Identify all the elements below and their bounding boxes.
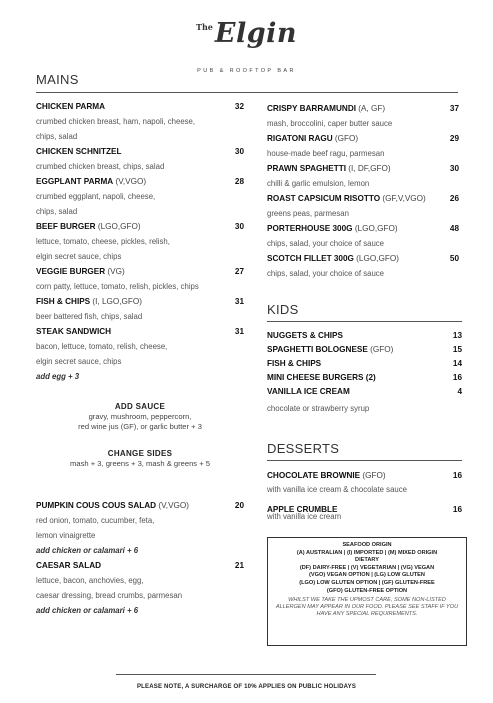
item-name: ROAST CAPSICUM RISOTTO (GF,V,VGO): [267, 194, 426, 203]
allergen-note: WHILST WE TAKE THE UPMOST CARE, SOME NON-LISTED ALLERGEN MAY APPEAR IN OUR FOOD. PLEASE SEE STAFF IF YOU HAVE ANY SPECIAL REQUIREMENTS.: [275, 597, 459, 617]
item-price: 30: [234, 147, 244, 156]
item-extra: add chicken or calamari + 6: [36, 546, 139, 555]
logo: [0, 18, 493, 74]
item-desc: crumbed chicken breast, ham, napoli, cheese,: [36, 117, 196, 126]
item-name: PORTERHOUSE 300G (LGO,GFO): [267, 224, 398, 233]
item-desc: lemon vinaigrette: [36, 531, 96, 540]
item-price: 50: [449, 254, 459, 263]
menu-item: [36, 558, 244, 618]
item-name: CAESAR SALAD: [36, 561, 102, 570]
info-line: (VGO) VEGAN OPTION | (LG) LOW GLUTEN: [309, 572, 425, 579]
menu-item: [267, 191, 459, 221]
item-price: 32: [234, 102, 244, 111]
item-name: FISH & CHIPS (I, LGO,GFO): [36, 297, 142, 306]
kids-title: KIDS: [267, 302, 299, 317]
item-price: 14: [452, 359, 462, 368]
item-name: RIGATONI RAGU (GFO): [267, 134, 359, 143]
mains-left-column: [36, 99, 244, 384]
logo-the: The: [196, 22, 213, 32]
mains-title: MAINS: [36, 72, 79, 87]
item-desc: elgin secret sauce, chips: [36, 252, 122, 261]
info-line: (LGO) LOW GLUTEN OPTION | (GF) GLUTEN-FREE: [299, 579, 435, 586]
item-desc: elgin secret sauce, chips: [36, 357, 122, 366]
item-desc: red onion, tomato, cucumber, feta,: [36, 516, 155, 525]
item-price: 28: [234, 177, 244, 186]
info-line: (GFO) GLUTEN-FREE OPTION: [326, 587, 408, 594]
add-sauce-line: gravy, mushroom, peppercorn,: [88, 412, 192, 421]
item-name: VEGGIE BURGER (VG): [36, 267, 125, 276]
item-extra: add egg + 3: [36, 372, 80, 381]
menu-item: [36, 294, 244, 324]
kids-rule: [267, 321, 462, 322]
kids-item: [267, 385, 462, 399]
item-name: PRAWN SPAGHETTI (I, DF,GFO): [267, 164, 391, 173]
item-desc: with vanilla ice cream: [267, 512, 342, 521]
item-desc: beer battered fish, chips, salad: [36, 312, 143, 321]
item-price: 48: [449, 224, 459, 233]
desserts-list: [267, 468, 462, 524]
item-price: 31: [234, 327, 244, 336]
item-price: 16: [452, 373, 462, 382]
menu-item: [36, 498, 244, 558]
item-price: 37: [449, 104, 459, 113]
item-name: CRISPY BARRAMUNDI (A, GF): [267, 104, 386, 113]
logo-name: Elgin: [214, 18, 297, 49]
mains-right-column: [267, 101, 459, 281]
item-price: 26: [449, 194, 459, 203]
change-sides-line: mash + 3, greens + 3, mash & greens + 5: [70, 459, 210, 468]
item-name: CHICKEN PARMA: [36, 102, 105, 111]
item-desc: mash, broccolini, caper butter sauce: [267, 119, 393, 128]
menu-item: [36, 219, 244, 264]
item-desc: chips, salad: [36, 132, 78, 141]
footer-rule: [116, 674, 376, 675]
item-name: VANILLA ICE CREAM: [267, 387, 350, 396]
item-price: 16: [452, 471, 462, 480]
ice-cream-desc: chocolate or strawberry syrup: [267, 404, 370, 413]
kids-item: [267, 371, 462, 385]
item-desc: lettuce, tomato, cheese, pickles, relish,: [36, 237, 170, 246]
salads-column: [36, 498, 244, 618]
item-desc: crumbed chicken breast, chips, salad: [36, 162, 165, 171]
menu-item: [36, 264, 244, 294]
menu-item: [36, 174, 244, 219]
menu-item: [267, 131, 459, 161]
menu-item: [36, 324, 244, 384]
kids-list: [267, 329, 462, 416]
item-price: 27: [234, 267, 244, 276]
item-name: APPLE CRUMBLE: [267, 505, 338, 514]
item-name: NUGGETS & CHIPS: [267, 331, 343, 340]
menu-item: [267, 221, 459, 251]
info-line: DIETARY: [355, 557, 379, 564]
add-sauce-line: red wine jus (GF), or garlic butter + 3: [78, 421, 202, 431]
item-name: STEAK SANDWICH: [36, 327, 112, 336]
item-price: 29: [449, 134, 459, 143]
item-extra: add chicken or calamari + 6: [36, 606, 139, 615]
item-desc: crumbed eggplant, napoli, cheese,: [36, 192, 156, 201]
logo-tagline: PUB & ROOFTOP BAR: [197, 68, 296, 74]
menu-item: [36, 144, 244, 174]
item-desc: greens peas, parmesan: [267, 209, 349, 218]
item-name: PUMPKIN COUS COUS SALAD (V,VGO): [36, 501, 190, 510]
change-sides: [36, 449, 244, 469]
change-sides-title: CHANGE SIDES: [107, 449, 173, 458]
menu-item: [267, 101, 459, 131]
info-line: (DF) DAIRY-FREE | (V) VEGETARIAN | (VG) VEGAN: [299, 564, 435, 571]
item-price: 15: [452, 345, 462, 354]
item-price: 4: [457, 387, 462, 396]
item-price: 20: [234, 501, 244, 510]
menu-item: [267, 251, 459, 281]
kids-item: [267, 357, 462, 371]
info-line: SEAFOOD ORIGIN: [342, 542, 392, 548]
desserts-title: DESSERTS: [267, 441, 340, 456]
item-name: CHOCOLATE BROWNIE (GFO): [267, 471, 386, 480]
dietary-info-box: [267, 537, 467, 646]
add-sauce-title: ADD SAUCE: [114, 402, 166, 411]
item-name: BEEF BURGER (LGO,GFO): [36, 222, 141, 231]
menu-item: [36, 99, 244, 144]
surcharge-note: PLEASE NOTE, A SURCHARGE OF 10% APPLIES ON PUBLIC HOLIDAYS: [136, 684, 357, 690]
item-desc: house-made beef ragu, parmesan: [267, 149, 385, 158]
info-line: (A) AUSTRALIAN | (I) IMPORTED | (M) MIXED ORIGIN: [296, 549, 438, 556]
item-name: CHICKEN SCHNITZEL: [36, 147, 122, 156]
desserts-rule: [267, 460, 462, 461]
menu-item: [267, 496, 462, 524]
menu-item: [267, 468, 462, 496]
add-sauce: [36, 402, 244, 431]
menu-item: [267, 161, 459, 191]
item-price: 30: [234, 222, 244, 231]
item-desc: lettuce, bacon, anchovies, egg,: [36, 576, 144, 585]
kids-item: [267, 343, 462, 357]
item-desc: bacon, lettuce, tomato, relish, cheese,: [36, 342, 168, 351]
item-name: SPAGHETTI BOLOGNESE (GFO): [267, 345, 394, 354]
item-desc: chips, salad, your choice of sauce: [267, 269, 385, 278]
item-price: 31: [234, 297, 244, 306]
kids-item: [267, 329, 462, 343]
item-name: MINI CHEESE BURGERS (2): [267, 373, 376, 382]
item-name: EGGPLANT PARMA (V,VGO): [36, 177, 147, 186]
item-desc: with vanilla ice cream & chocolate sauce: [267, 485, 407, 494]
item-price: 16: [452, 505, 462, 514]
item-price: 21: [234, 561, 244, 570]
item-desc: chips, salad: [36, 207, 78, 216]
item-desc: chilli & garlic emulsion, lemon: [267, 179, 370, 188]
item-name: SCOTCH FILLET 300G (LGO,GFO): [267, 254, 399, 263]
item-desc: corn patty, lettuce, tomato, relish, pickles, chips: [36, 282, 199, 291]
item-price: 30: [449, 164, 459, 173]
item-price: 13: [452, 331, 462, 340]
item-desc: chips, salad, your choice of sauce: [267, 239, 385, 248]
item-name: FISH & CHIPS: [267, 359, 322, 368]
item-desc: caesar dressing, bread crumbs, parmesan: [36, 591, 183, 600]
mains-rule: [36, 92, 458, 93]
